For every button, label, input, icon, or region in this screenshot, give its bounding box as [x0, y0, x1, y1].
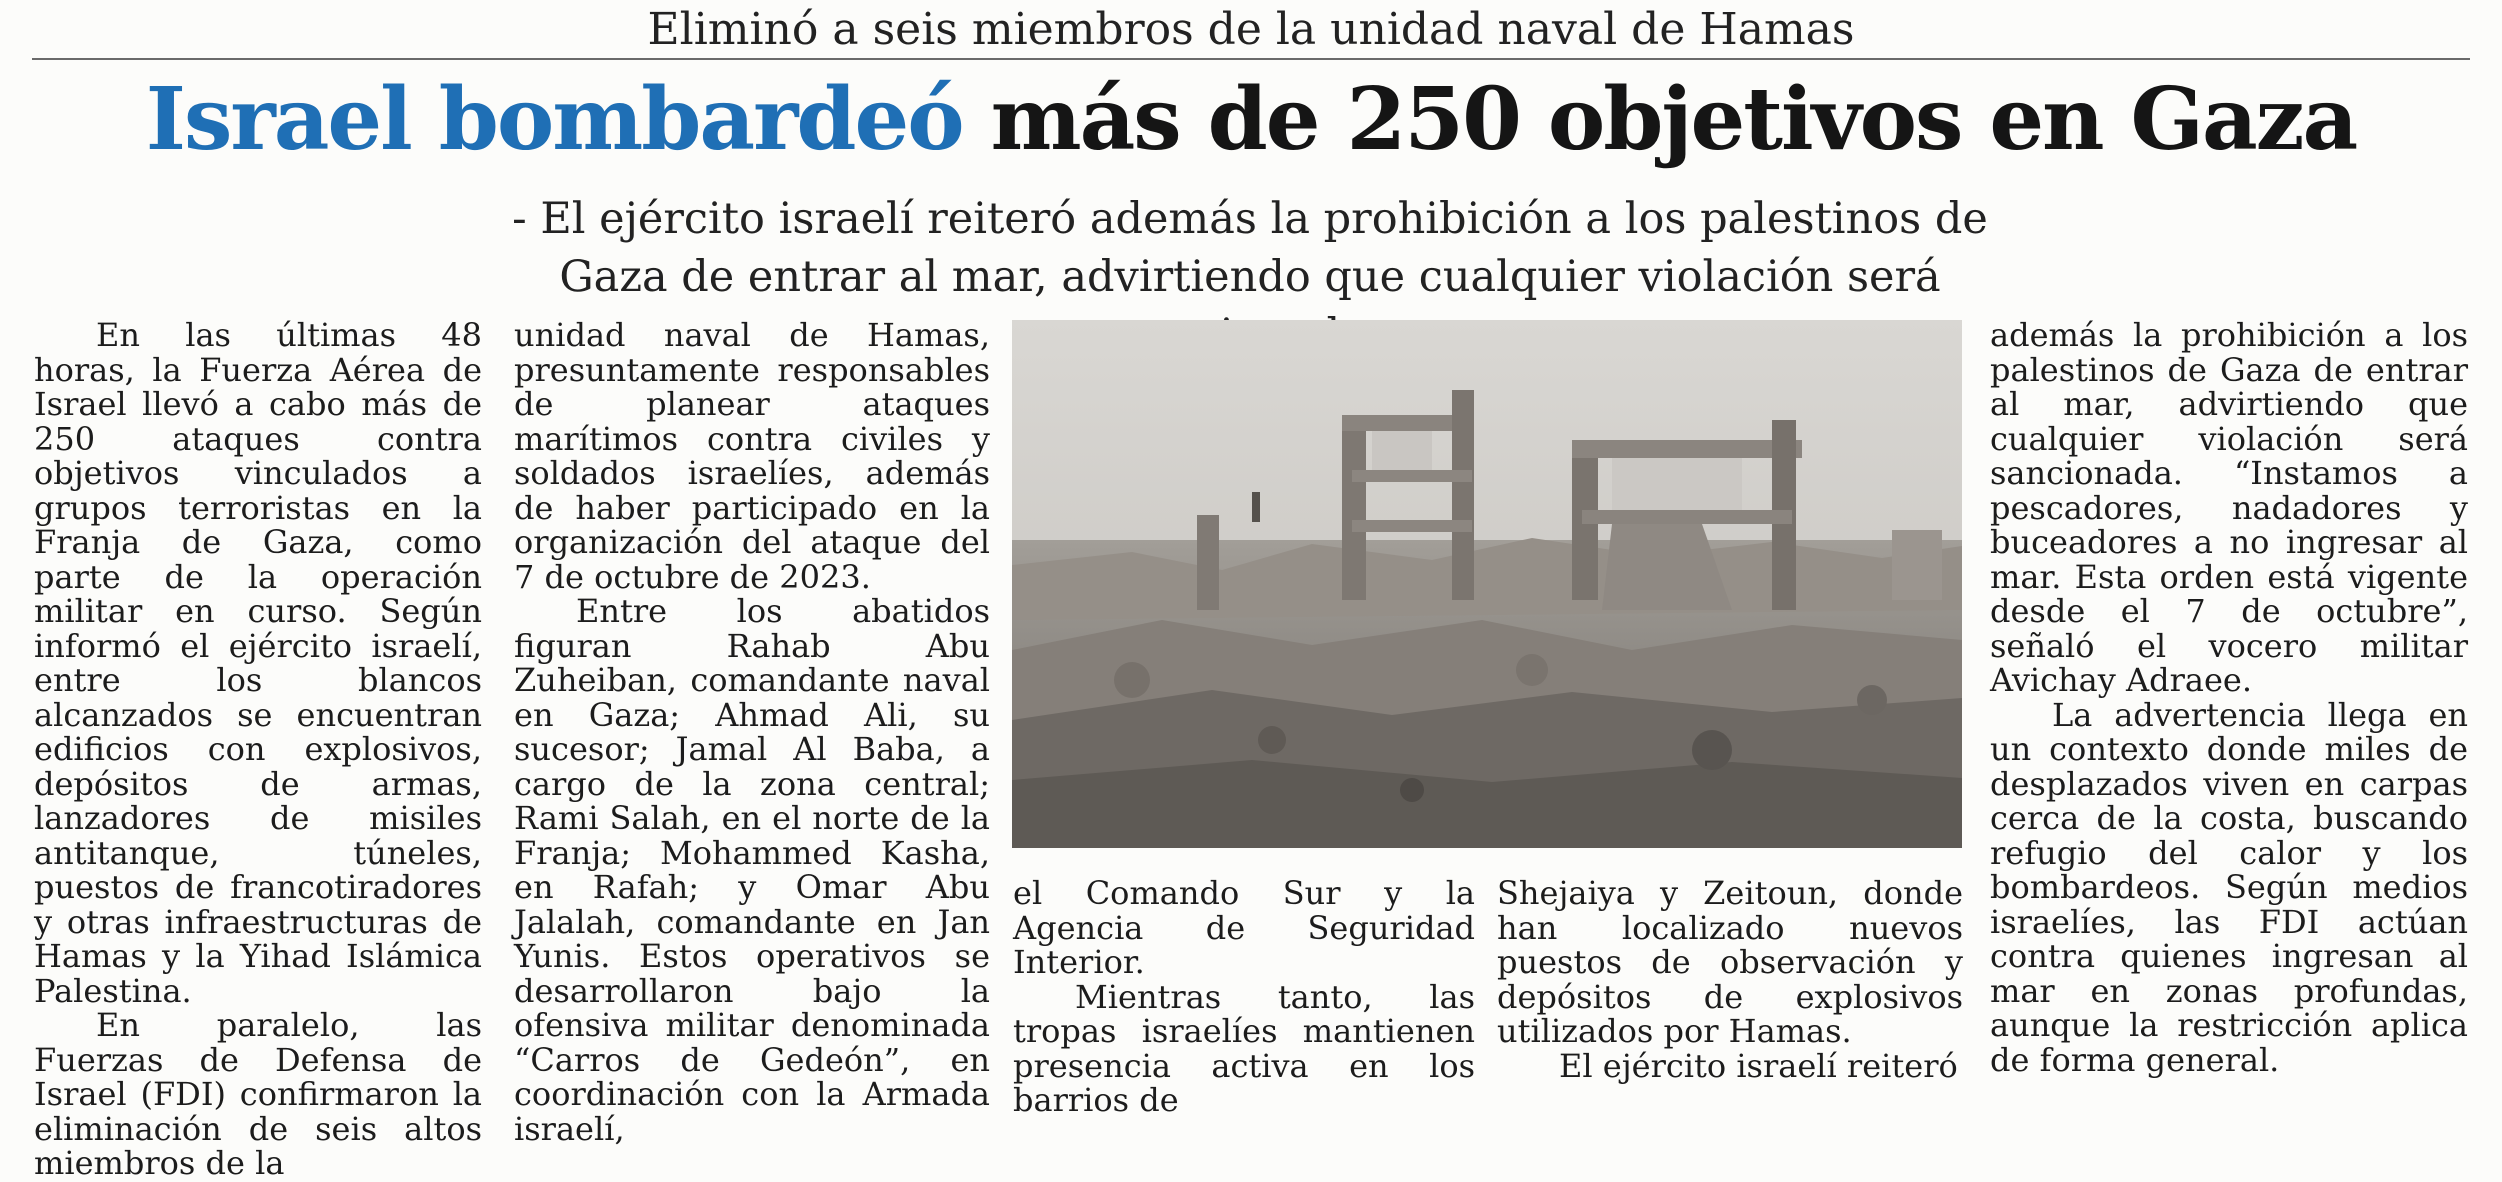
headline-accent: Israel bombardeó — [145, 69, 963, 170]
headline — [0, 66, 2502, 174]
article-column-4 — [1497, 876, 1963, 1083]
paragraph: El ejército israelí reiteró — [1559, 1046, 1958, 1085]
deck: - El ejército israelí reiteró además la prohibición a los palestinos de Gaza de entrar al mar, advirtiendo que cualquier violación será — [512, 194, 1988, 302]
article-column-5 — [1990, 318, 2468, 1077]
paragraph: En paralelo, las Fuerzas de Defensa de Israel (FDI) confirmaron la eliminación de seis altos miembros de la — [34, 1006, 482, 1182]
paragraph: además la prohibición a los palestinos de Gaza de entrar al mar, advirtiendo que cualquier violación será sancionada. “Instamos a pescadores, nadadores y buceadores a no ingresar al mar. Esta orden está vigente desde el 7 de octubre”, señaló el vocero militar Avichay Adraee. — [1990, 316, 2468, 699]
paragraph: unidad naval de Hamas, presuntamente responsables de planear ataques marítimos contra civiles y soldados israelíes, además de haber participado en la organización del ataque del 7 de octubre de 2023. — [514, 316, 990, 596]
article-column-3 — [1013, 876, 1475, 1118]
paragraph: Entre los abatidos figuran Rahab Abu Zuheiban, comandante naval en Gaza; Ahmad Ali, su sucesor; Jamal Al Baba, a cargo de la zona central; Rami Salah, en el norte de la Franja; Mohammed Kasha, en Rafah; y Omar Abu Jalalah, comandante en Jan Yunis. Estos operativos se desarrollaron bajo la ofensiva militar denominada “Carros de Gedeón”, en coordinación con la Armada israelí, — [514, 592, 990, 1148]
article-column-1 — [34, 318, 482, 1181]
paragraph: el Comando Sur y la Agencia de Seguridad Interior. — [1013, 874, 1475, 981]
paragraph: La advertencia llega en un contexto donde miles de desplazados viven en carpas cerca de la costa, buscando refugio del calor y los bombardeos. Según medios israelíes, las FDI actúan contra quienes ingresan al mar en zonas profundas, aunque la restricción aplica de forma general. — [1990, 695, 2468, 1079]
divider-rule — [32, 58, 2470, 60]
kicker: Eliminó a seis miembros de la unidad naval de Hamas — [647, 4, 1855, 55]
paragraph: Mientras tanto, las tropas israelíes mantienen presencia activa en los barrios de — [1013, 977, 1475, 1119]
paragraph: Shejaiya y Zeitoun, donde han localizado nuevos puestos de observación y depósitos de explosivos utilizados por Hamas. — [1497, 874, 1963, 1050]
headline-main: más de 250 objetivos en Gaza — [990, 69, 2357, 170]
paragraph: En las últimas 48 horas, la Fuerza Aérea de Israel llevó a cabo más de 250 ataques contra objetivos vinculados a grupos terroristas en la Franja de Gaza, como parte de la operación militar en curso. Según informó el ejército israelí, entre los blancos alcanzados se encuentran edificios con explosivos, depósitos de armas, lanzadores de misiles antitanque, túneles, puestos de francotiradores y otras infraestructuras de Hamas y la Yihad Islámica Palestina. — [34, 316, 482, 1010]
article-column-2 — [514, 318, 990, 1146]
news-photo-rubble — [1012, 320, 1962, 848]
